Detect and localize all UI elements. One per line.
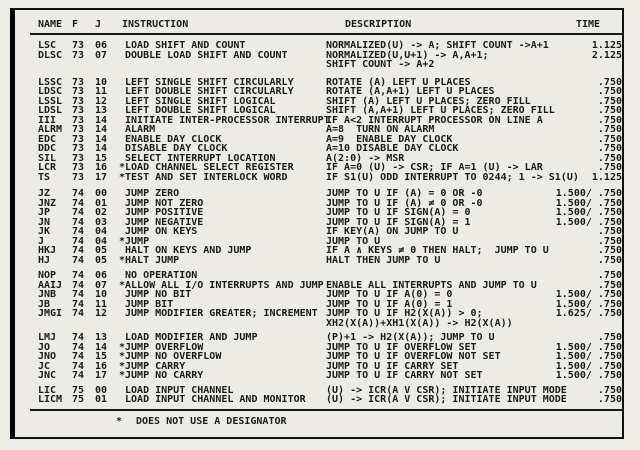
table-row [0,309,640,319]
cell-time: .750 [597,86,622,97]
cell-time: .750 [597,124,622,135]
cell-j: 16 [95,360,108,372]
cell-instr: JUMP ON KEYS [119,226,198,237]
cell-instr: LOAD INPUT CHANNEL AND MONITOR [119,394,306,405]
cell-name: JO [38,341,51,353]
cell-j: 14 [95,114,108,126]
cell-name: LMJ [38,332,57,343]
cell-time: .750 [597,143,622,154]
cell-instr: DISABLE DAY CLOCK [119,143,228,154]
cell-f: 74 [72,188,85,199]
cell-desc: JUMP TO U IF CARRY SET [326,360,459,372]
cell-desc: JUMP TO U IF (A) ≠ 0 OR -0 [326,197,483,209]
cell-f: 74 [72,270,85,281]
cell-instr: JUMP NOT ZERO [119,197,204,209]
cell-desc: SHIFT COUNT -> A+2 [326,59,435,70]
cell-instr: JUMP MODIFIER GREATER; INCREMENT [119,308,318,319]
cell-time: .750 [597,152,622,164]
cell-name: SIL [38,152,57,164]
row-group [0,41,640,70]
cell-time: .750 [597,235,622,247]
cell-name: AAIJ [38,279,63,291]
cell-j: 14 [95,341,108,353]
cell-name: LDSL [38,105,63,116]
cell-instr: JUMP BIT [119,298,174,310]
cell-f: 74 [72,332,85,343]
cell-name: LSSC [38,76,63,88]
cell-name: ALRM [38,124,63,135]
cell-time: .750 [597,254,622,266]
table-row [0,319,640,329]
cell-instr: HALT ON KEYS AND JUMP [119,245,252,256]
cell-instr: JUMP NEGATIVE [119,216,204,228]
cell-f: 74 [72,207,85,218]
cell-time: 1.125 [591,40,622,51]
cell-instr: JUMP POSITIVE [119,207,204,218]
cell-desc: JUMP TO U IF CARRY NOT SET [326,370,483,381]
cell-j: 00 [95,384,108,396]
cell-j: 07 [95,279,108,291]
cell-name: LDSC [38,86,63,97]
cell-instr: SELECT INTERRUPT LOCATION [119,152,276,164]
cell-f: 75 [72,394,85,405]
cell-f: 73 [72,95,85,107]
cell-name: JC [38,360,51,372]
cell-desc: NORMALIZED(U) -> A; SHIFT COUNT ->A+1 [326,40,549,51]
cell-desc: JUMP TO U IF (A) = 0 OR -0 [326,188,483,199]
cell-f: 74 [72,341,85,353]
cell-instr: LOAD SHIFT AND COUNT [119,40,246,51]
cell-desc: HALT THEN JUMP TO U [326,254,441,266]
cell-j: 01 [95,394,108,405]
cell-f: 74 [72,308,85,319]
cell-name: LICM [38,394,63,405]
table-row [0,256,640,266]
row-group [0,386,640,405]
cell-name: III [38,114,57,126]
cell-j: 16 [95,162,108,173]
cell-name: JP [38,207,51,218]
cell-f: 73 [72,76,85,88]
cell-f: 74 [72,351,85,362]
cell-desc: NORMALIZED(U,U+1) -> A,A+1; [326,49,489,61]
cell-name: LSSL [38,95,63,107]
cell-name: JZ [38,188,51,199]
table-row [0,371,640,381]
cell-instr: *LOAD CHANNEL SELECT REGISTER [119,162,294,173]
footnote-asterisk: * [116,415,123,427]
cell-instr: NO OPERATION [119,270,198,281]
cell-name: DDC [38,143,57,154]
row-group [0,78,640,183]
column-header-name: NAME [38,19,63,30]
cell-f: 73 [72,114,85,126]
cell-j: 11 [95,86,108,97]
cell-j: 13 [95,105,108,116]
cell-j: 01 [95,197,108,209]
column-header-time: TIME [576,19,601,30]
cell-time: .750 [597,279,622,291]
cell-desc: IF KEY(A) ON JUMP TO U [326,226,459,237]
cell-f: 74 [72,245,85,256]
column-header-description: DESCRIPTION [345,19,412,30]
cell-f: 74 [72,216,85,228]
cell-j: 05 [95,245,108,256]
cell-instr: *JUMP NO OVERFLOW [119,351,222,362]
cell-instr: LEFT SINGLE SHIFT CIRCULARLY [119,76,294,88]
cell-desc: JUMP TO U IF A(0) = 1 [326,298,453,310]
cell-desc: JUMP TO U IF A(0) = 0 [326,289,453,300]
footnote-text: DOES NOT USE A DESIGNATOR [136,415,287,427]
cell-time: .750 [597,384,622,396]
cell-f: 73 [72,171,85,183]
cell-j: 04 [95,226,108,237]
cell-desc: A=8 TURN ON ALARM [326,124,435,135]
column-header-instruction: INSTRUCTION [122,19,189,30]
cell-j: 14 [95,143,108,154]
cell-f: 73 [72,143,85,154]
cell-instr: INITIATE INTER-PROCESSOR INTERRUPT [119,114,330,126]
cell-name: JNO [38,351,57,362]
cell-desc: A=9 ENABLE DAY CLOCK [326,133,453,145]
cell-f: 73 [72,152,85,164]
cell-f: 73 [72,86,85,97]
cell-f: 73 [72,162,85,173]
cell-f: 74 [72,360,85,372]
cell-time: 1.500/ .750 [555,216,622,228]
footnote [0,417,640,427]
cell-name: LCR [38,162,57,173]
column-header-j: J [95,19,102,30]
cell-time: 1.500/ .750 [555,207,622,218]
cell-time: .750 [597,105,622,116]
cell-name: EDC [38,133,57,145]
cell-instr: *JUMP [119,235,150,247]
cell-name: JNC [38,370,57,381]
cell-desc: SHIFT (A,A+1) LEFT U PLACES; ZERO FILL [326,105,555,116]
cell-desc: JUMP TO U IF OVERFLOW NOT SET [326,351,501,362]
cell-instr: *TEST AND SET INTERLOCK WORD [119,171,288,183]
cell-instr: JUMP NO BIT [119,289,192,300]
cell-f: 73 [72,49,85,61]
cell-time: 1.500/ .750 [555,351,622,362]
cell-j: 07 [95,49,108,61]
cell-desc: (U) -> ICR(A V CSR); INITIATE INPUT MODE [326,394,567,405]
cell-time: 2.125 [591,49,622,61]
cell-j: 00 [95,188,108,199]
table-body [0,41,640,405]
cell-instr: ENABLE DAY CLOCK [119,133,222,145]
cell-f: 73 [72,124,85,135]
cell-name: JNZ [38,197,57,209]
cell-f: 74 [72,279,85,291]
cell-instr: DOUBLE LOAD SHIFT AND COUNT [119,49,288,61]
cell-j: 13 [95,332,108,343]
cell-j: 12 [95,95,108,107]
cell-instr: *JUMP CARRY [119,360,186,372]
cell-instr: *ALLOW ALL I/O INTERRUPTS AND JUMP [119,279,324,291]
footer-rule [30,409,622,411]
cell-desc: JUMP TO U IF SIGN(A) = 0 [326,207,471,218]
cell-f: 73 [72,105,85,116]
row-group [0,189,640,265]
cell-desc: ROTATE (A,A+1) LEFT U PLACES [326,86,495,97]
table-row [0,395,640,405]
cell-time: .750 [597,394,622,405]
cell-f: 74 [72,298,85,310]
cell-name: LSC [38,40,57,51]
cell-instr: ALARM [119,124,156,135]
column-header-f: F [72,19,79,30]
cell-j: 06 [95,270,108,281]
cell-instr: *JUMP OVERFLOW [119,341,204,353]
cell-j: 06 [95,40,108,51]
cell-time: 1.500/ .750 [555,341,622,353]
cell-desc: XH2(X(A))+XH1(X(A)) -> H2(X(A)) [326,317,513,329]
row-group [0,333,640,381]
cell-j: 04 [95,235,108,247]
cell-time: 1.500/ .750 [555,197,622,209]
cell-time: .750 [597,162,622,173]
cell-j: 02 [95,207,108,218]
table-row [0,173,640,183]
cell-name: TS [38,171,51,183]
cell-desc: (P)+1 -> H2(X(A)); JUMP TO U [326,332,495,343]
cell-f: 73 [72,133,85,145]
header-rule [30,33,622,35]
cell-j: 15 [95,351,108,362]
cell-time: 1.500/ .750 [555,298,622,310]
cell-desc: (U) -> ICR(A V CSR); INITIATE INPUT MODE [326,384,567,396]
cell-f: 74 [72,254,85,266]
cell-j: 12 [95,308,108,319]
cell-time: 1.500/ .750 [555,370,622,381]
cell-desc: JUMP TO U [326,235,381,247]
row-group [0,271,640,328]
table-header-row [0,19,640,30]
cell-time: 1.500/ .750 [555,188,622,199]
table-row [0,60,640,70]
cell-f: 73 [72,40,85,51]
cell-name: NOP [38,270,57,281]
cell-desc: JUMP TO U IF SIGN(A) = 1 [326,216,471,228]
cell-time: .750 [597,270,622,281]
cell-instr: LEFT DOUBLE SHIFT LOGICAL [119,105,276,116]
cell-name: LIC [38,384,57,396]
cell-name: JB [38,298,51,310]
cell-desc: ROTATE (A) LEFT U PLACES [326,76,471,88]
cell-instr: *JUMP NO CARRY [119,370,204,381]
cell-desc: IF A ∧ KEYS ≠ 0 THEN HALT; JUMP TO U [326,245,549,256]
cell-instr: LOAD INPUT CHANNEL [119,384,234,396]
cell-desc: SHIFT (A) LEFT U PLACES; ZERO FILL [326,95,531,107]
cell-time: 1.125 [591,171,622,183]
cell-desc: IF A=0 (U) -> CSR; IF A=1 (U) -> LAR [326,162,543,173]
cell-desc: IF A<2 INTERRUPT PROCESSOR ON LINE A [326,114,543,126]
cell-j: 14 [95,133,108,145]
cell-time: 1.500/ .750 [555,289,622,300]
cell-desc: ENABLE ALL INTERRUPTS AND JUMP TO U [326,279,537,291]
cell-time: .750 [597,114,622,126]
cell-instr: JUMP ZERO [119,188,180,199]
cell-time: .750 [597,95,622,107]
cell-name: J [38,235,45,247]
cell-instr: LEFT DOUBLE SHIFT CIRCULARLY [119,86,294,97]
cell-j: 10 [95,76,108,88]
cell-time: .750 [597,76,622,88]
cell-name: HJ [38,254,51,266]
cell-j: 10 [95,289,108,300]
cell-instr: LEFT SINGLE SHIFT LOGICAL [119,95,276,107]
cell-j: 03 [95,216,108,228]
cell-desc: JUMP TO U IF H2(X(A)) > 0; [326,308,483,319]
cell-j: 17 [95,370,108,381]
table-row [0,51,640,61]
cell-instr: LOAD MODIFIER AND JUMP [119,332,258,343]
cell-f: 75 [72,384,85,396]
cell-name: JN [38,216,51,228]
cell-time: .750 [597,245,622,256]
cell-name: JMGI [38,308,63,319]
cell-f: 74 [72,226,85,237]
cell-desc: A=10 DISABLE DAY CLOCK [326,143,459,154]
cell-j: 11 [95,298,108,310]
cell-name: HKJ [38,245,57,256]
cell-f: 74 [72,197,85,209]
cell-desc: A(2:0) -> MSR [326,152,405,164]
cell-f: 74 [72,370,85,381]
cell-time: .750 [597,332,622,343]
cell-name: DLSC [38,49,63,61]
cell-f: 74 [72,235,85,247]
cell-time: .750 [597,133,622,145]
cell-desc: JUMP TO U IF OVERFLOW SET [326,341,477,353]
cell-j: 17 [95,171,108,183]
cell-time: 1.500/ .750 [555,360,622,372]
cell-j: 15 [95,152,108,164]
cell-j: 05 [95,254,108,266]
cell-desc: IF S1(U) ODD INTERRUPT TO 0244; 1 -> S1(U) [326,171,579,183]
cell-time: .750 [597,226,622,237]
cell-f: 74 [72,289,85,300]
cell-j: 14 [95,124,108,135]
cell-name: JNB [38,289,57,300]
cell-instr: *HALT JUMP [119,254,180,266]
cell-name: JK [38,226,51,237]
cell-time: 1.625/ .750 [555,308,622,319]
